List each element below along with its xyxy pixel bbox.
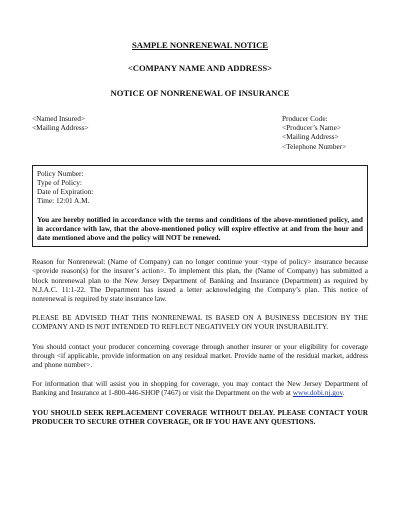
policy-number-label: Policy Number: xyxy=(37,168,84,178)
insured-name: <Named Insured> xyxy=(32,114,86,123)
nonrenewal-notice-statement: You are hereby notified in accordance with the terms and conditions of the above-mentioned policy, and in accordance with law, that the above-mentioned policy will expire effective at and from the hour and date mentioned above and the policy will NOT be renewed. xyxy=(37,214,363,243)
department-website-link[interactable]: www.dobi.nj.gov xyxy=(292,388,343,398)
information-text-end: . xyxy=(342,388,345,398)
information-paragraph xyxy=(32,379,368,397)
producer-name: <Producer’s Name> xyxy=(282,123,341,133)
advised-paragraph: PLEASE BE ADVISED THAT THIS NONRENEWAL IS BASED ON A BUSINESS DECISION BY THE COMPANY AND IS NOT INTENDED TO REFLECT NEGATIVELY ON YOUR INSURABILITY. xyxy=(32,313,368,332)
producer-telephone: <Telephone Number> xyxy=(282,141,347,151)
producer-code-label: Producer Code: xyxy=(282,114,328,123)
contact-producer-paragraph: You should contact your producer concerning coverage through another insurer or your eligibility for coverage through <if applicable, provide information on any residual market. Provide name of the residual market, address and phone number>. xyxy=(32,341,368,370)
expiration-time: Time: 12:01 A.M. xyxy=(37,196,90,206)
information-text: For information that will assist you in shopping for coverage, you may contact the New Jersey Department of Banking and Insurance at 1-800-446-SHOP (7467) or visit the Department on the web at xyxy=(32,379,368,398)
insured-mailing-address: <Mailing Address> xyxy=(32,123,89,133)
final-warning-paragraph: YOU SHOULD SEEK REPLACEMENT COVERAGE WITHOUT DELAY. PLEASE CONTACT YOUR PRODUCER TO SECURE OTHER COVERAGE, OR IF YOU HAVE ANY QUESTIONS. xyxy=(32,407,368,426)
notice-heading: NOTICE OF NONRENEWAL OF INSURANCE xyxy=(110,88,290,98)
address-block xyxy=(32,114,368,151)
company-name-placeholder: <COMPANY NAME AND ADDRESS> xyxy=(127,63,273,73)
insured-address xyxy=(32,114,212,151)
policy-type-label: Type of Policy: xyxy=(37,178,82,188)
expiration-date-label: Date of Expiration: xyxy=(37,187,94,197)
policy-info-box xyxy=(32,165,368,247)
document-title: SAMPLE NONRENEWAL NOTICE xyxy=(131,40,269,50)
producer-mailing-address: <Mailing Address> xyxy=(282,132,339,142)
reason-paragraph: Reason for Nonrenewal: (Name of Company) can no longer continue your <type of policy> insurance because <provide reason(s) for the insurer’s action>. To implement this plan, the (Name of Company) has submitted a block nonrenewal plan to the New Jersey Department of Banking and Insurance (Department) as required by N.J.A.C. 11:1-22. The Department has issued a letter acknowledging the Company’s plan. This notice of nonrenewal is required by state insurance law. xyxy=(32,257,368,304)
producer-address xyxy=(282,114,368,151)
